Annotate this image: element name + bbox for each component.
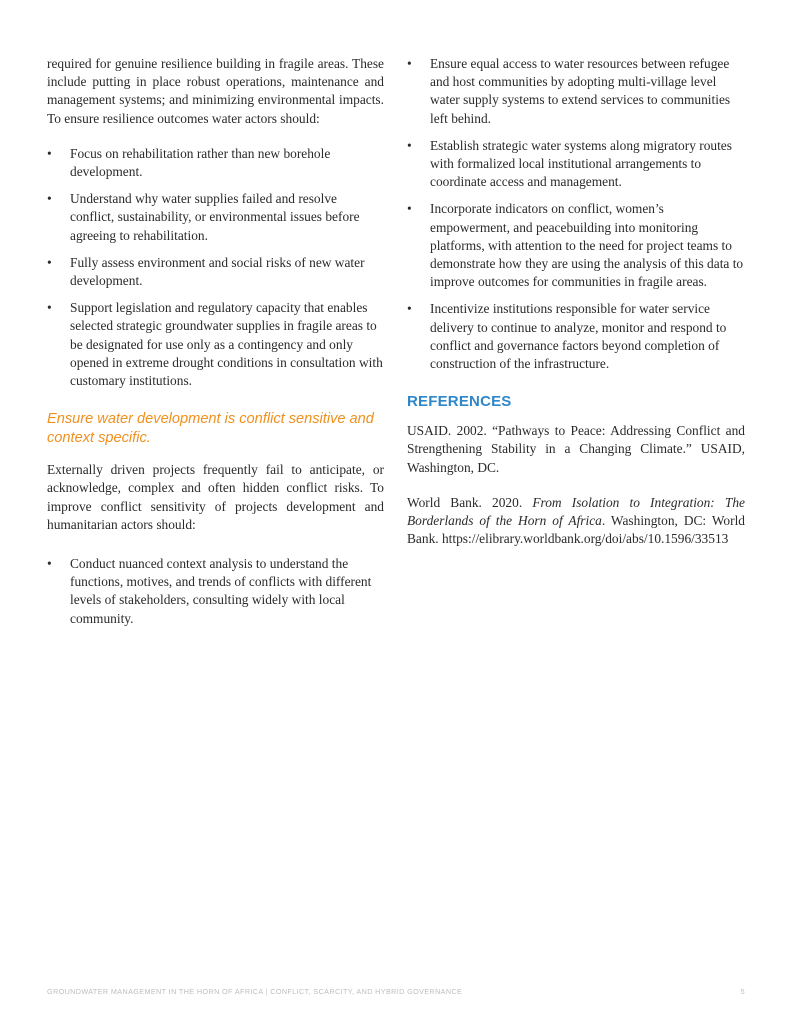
intro-paragraph: required for genuine resilience building in fragile areas. These include putting in place robust operations, maintenance and management systems; and minimizing environmental impacts. To ensure resilience outcomes water actors should:: [47, 56, 384, 126]
bullet-text: Fully assess environment and social risks of new water development.: [70, 254, 365, 289]
references-heading: REFERENCES: [407, 393, 512, 411]
bullet-text: Focus on rehabilitation rather than new borehole development.: [70, 145, 331, 180]
conflict-paragraph: Externally driven projects frequently fail to anticipate, or acknowledge, complex and often hidden conflict risks. To improve conflict sensitivity of projects development and humanitarian actors should:: [47, 462, 384, 532]
bullet-text: Incorporate indicators on conflict, women’s empowerment, and peacebuilding into monitoring platforms, with attention to the need for project teams to demonstrate how they are using the analysis of this data to improve outcomes for communities in fragile areas.: [430, 201, 744, 290]
reference-usaid: USAID. 2002. “Pathways to Peace: Addressing Conflict and Strengthening Stability in a Changing Climate.” USAID, Washington, DC.: [407, 423, 745, 475]
bullet-icon: •: [47, 556, 52, 572]
list-item: [407, 300, 745, 373]
reference-title: From Isolation to Integration: The Borderlands of the Horn of Africa: [407, 494, 745, 529]
access-bullet-list: [407, 55, 745, 373]
reference-prefix: World Bank. 2020.: [407, 494, 533, 510]
list-item: [407, 200, 745, 291]
bullet-icon: •: [407, 301, 412, 317]
bullet-text: Establish strategic water systems along migratory routes with formalized local institutional arrangements to coordinate access and management.: [430, 137, 732, 190]
left-column: [47, 55, 384, 628]
right-column: [407, 55, 745, 548]
conflict-bullet-list: [47, 555, 384, 628]
section-subheading: Ensure water development is conflict sensitive and context specific.: [47, 411, 374, 446]
bullet-icon: •: [407, 137, 412, 153]
list-item: [47, 299, 384, 390]
list-item: [47, 190, 384, 245]
list-item: [407, 55, 745, 128]
footer-subtitle: CONFLICT, SCARCITY, AND HYBRID GOVERNANCE: [270, 987, 463, 996]
list-item: [407, 137, 745, 192]
reference-world-bank: [407, 494, 745, 549]
list-item: [47, 555, 384, 628]
page-number: 5: [740, 987, 745, 996]
bullet-text: Conduct nuanced context analysis to understand the functions, motives, and trends of conflicts with different levels of stakeholders, consulting widely with local community.: [70, 556, 372, 626]
bullet-icon: •: [47, 254, 52, 270]
bullet-text: Understand why water supplies failed and resolve conflict, sustainability, or environmental issues before agreeing to rehabilitation.: [70, 191, 360, 243]
bullet-icon: •: [47, 300, 52, 316]
list-item: [47, 254, 384, 290]
footer-separator: |: [263, 987, 271, 996]
list-item: [47, 145, 384, 181]
resilience-bullet-list: [47, 145, 384, 390]
bullet-text: Support legislation and regulatory capacity that enables selected strategic groundwater supplies in fragile areas to be designated for use only as a contingency and only opened in extreme drought conditions in consultation with customary institutions.: [70, 300, 383, 389]
footer-title: GROUNDWATER MANAGEMENT IN THE HORN OF AFRICA: [47, 987, 264, 996]
reference-link: . Washington, DC: World Bank. https://elibrary.worldbank.org/doi/abs/10.1596/33513: [407, 513, 745, 547]
bullet-icon: •: [47, 145, 52, 161]
bullet-text: Incentivize institutions responsible for water service delivery to continue to analyze, monitor and respond to conflict and governance factors beyond completion of construction of the infrastructure.: [430, 301, 727, 372]
bullet-icon: •: [407, 56, 412, 71]
bullet-icon: •: [407, 201, 412, 217]
bullet-text: Ensure equal access to water resources between refugee and host communities by adopting multi-village level water supply systems to extend services to communities left behind.: [430, 56, 731, 126]
bullet-icon: •: [47, 191, 52, 207]
page-footer: [47, 987, 745, 996]
